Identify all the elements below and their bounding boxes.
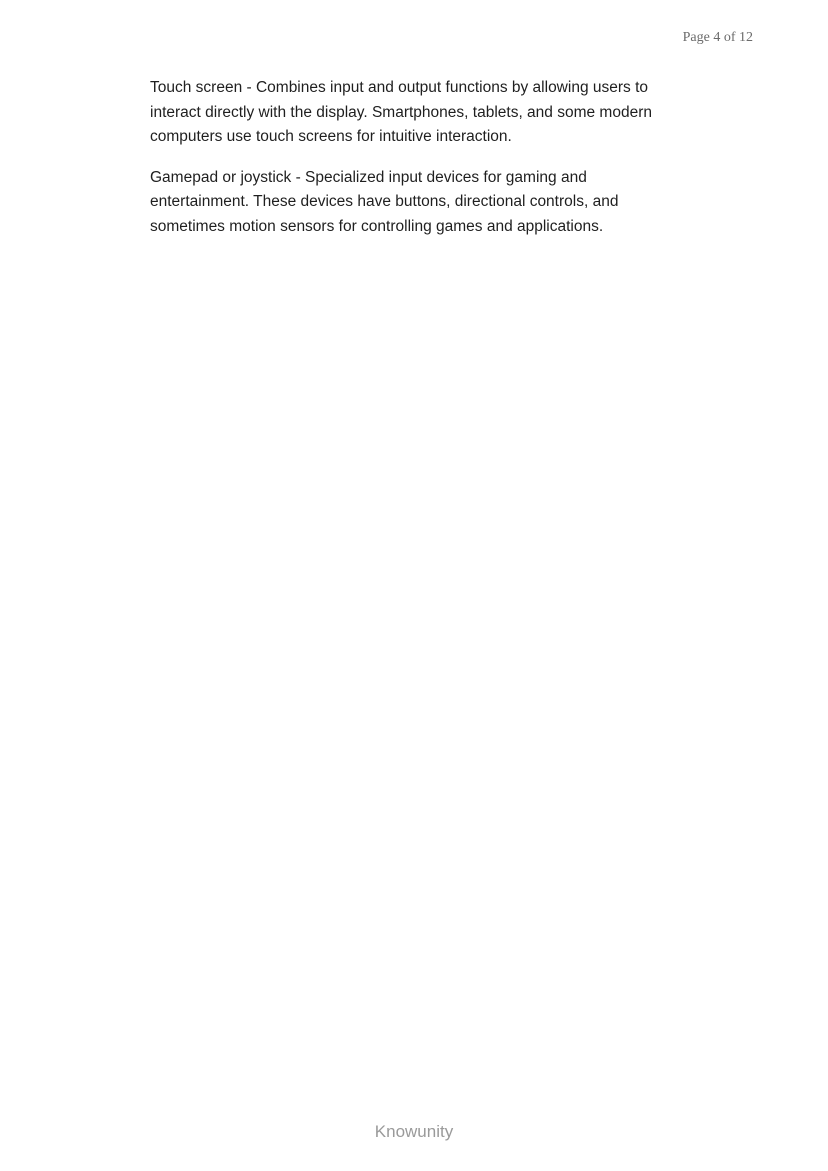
- paragraph-gamepad-joystick: Gamepad or joystick - Specialized input devices for gaming and entertainment. These devices have buttons, directional controls, and sometimes motion sensors for controlling games and applications.: [150, 168, 619, 235]
- document-body: [150, 76, 675, 255]
- paragraph-touch-screen: Touch screen - Combines input and output functions by allowing users to interact directly with the display. Smartphones, tablets, and some modern computers use touch screens for intuitive interaction.: [150, 79, 652, 145]
- page-number: Page 4 of 12: [682, 30, 753, 45]
- footer-brand: Knowunity: [374, 1122, 454, 1141]
